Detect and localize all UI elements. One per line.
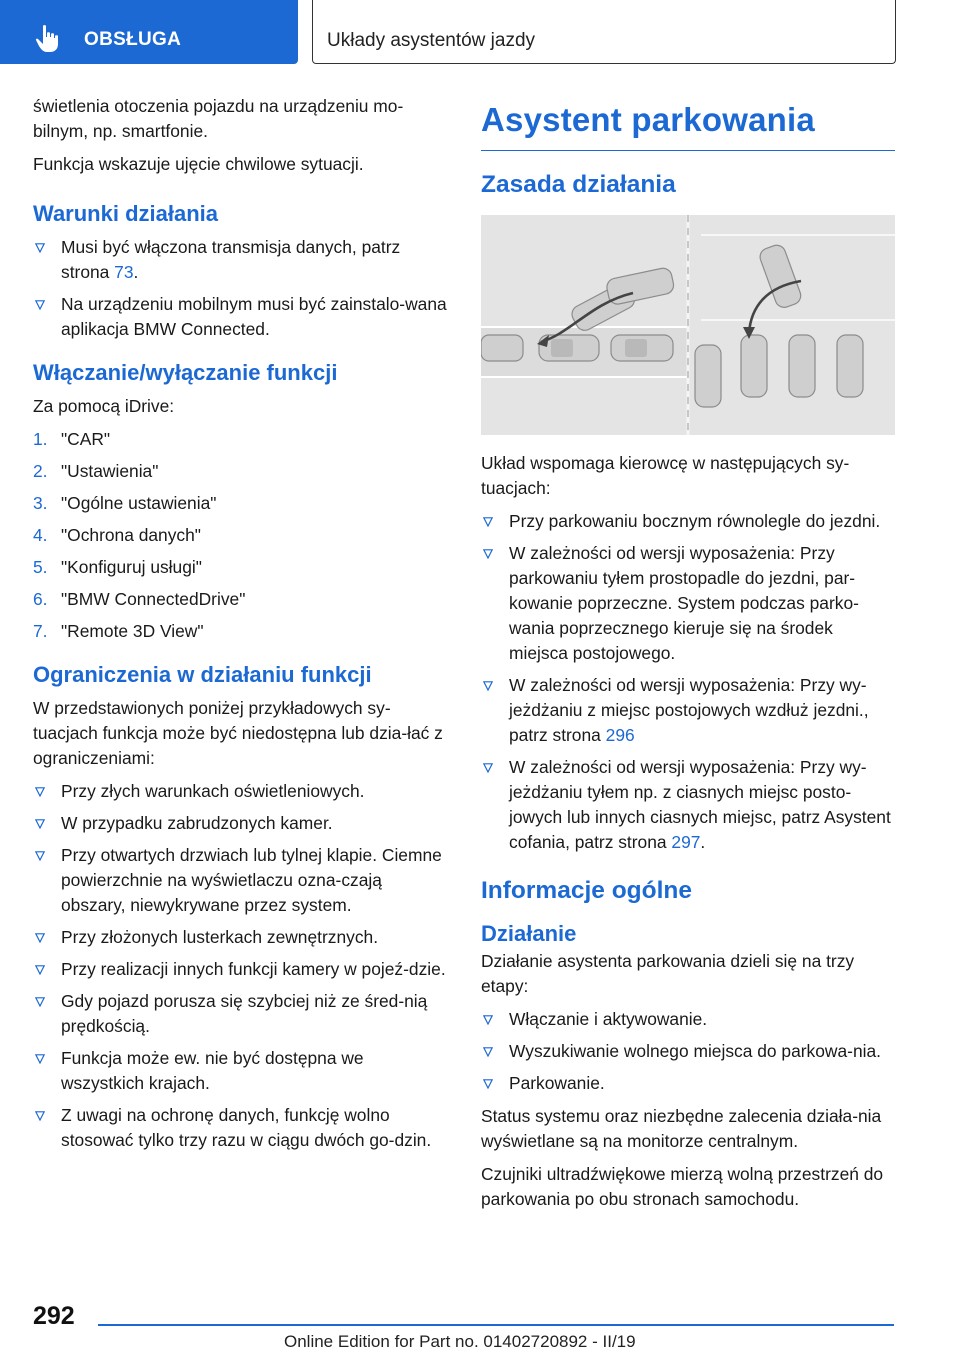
function-intro: Działanie asystenta parkowania dzieli się na trzy etapy: <box>481 951 855 996</box>
footer-divider <box>98 1324 894 1326</box>
hand-pointer-icon <box>34 24 68 54</box>
step-item: 2. "Ustawienia" <box>33 461 159 481</box>
principle-list <box>481 509 895 855</box>
triangle-bullet-icon <box>35 997 45 1007</box>
list-item: Przy złych warunkach oświetleniowych. <box>33 779 447 804</box>
toggle-intro: Za pomocą iDrive: <box>33 396 175 416</box>
triangle-bullet-icon <box>35 243 45 253</box>
step-item: 3. "Ogólne ustawienia" <box>33 493 217 513</box>
step-item: 1. "CAR" <box>33 429 111 449</box>
triangle-bullet-icon <box>35 300 45 310</box>
page-header <box>0 0 960 66</box>
section-heading-function: Działanie <box>481 921 577 946</box>
page-link[interactable]: 296 <box>605 725 635 745</box>
limits-intro: W przedstawionych poniżej przykładowych sy‐tuacjach funkcja może być niedostępna lub dzia‐łać z ograniczeniami: <box>33 698 443 768</box>
chapter-title: Układy asystentów jazdy <box>327 30 536 51</box>
page-link[interactable]: 73 <box>114 262 134 282</box>
parking-diagram <box>481 215 895 435</box>
function-paragraph-2: Czujniki ultradźwiękowe mierzą wolną przestrzeń do parkowania po obu stronach samochodu. <box>481 1164 884 1209</box>
list-item: W przypadku zabrudzonych kamer. <box>33 811 447 836</box>
triangle-bullet-icon <box>483 1015 493 1025</box>
function-paragraph: Status systemu oraz niezbędne zalecenia działa‐nia wyświetlane są na monitorze centralnym. <box>481 1106 882 1151</box>
triangle-bullet-icon <box>35 851 45 861</box>
triangle-bullet-icon <box>35 965 45 975</box>
function-list <box>481 1007 895 1096</box>
triangle-bullet-icon <box>35 933 45 943</box>
page-link[interactable]: 297 <box>671 832 701 852</box>
step-item: 7. "Remote 3D View" <box>33 621 204 641</box>
step-item: 6. "BMW ConnectedDrive" <box>33 589 246 609</box>
chapter-tab <box>312 0 896 64</box>
triangle-bullet-icon <box>483 763 493 773</box>
section-heading-toggle: Włączanie/wyłączanie funkcji <box>33 360 338 385</box>
left-column <box>33 94 447 1161</box>
triangle-bullet-icon <box>483 1079 493 1089</box>
step-item: 4. "Ochrona danych" <box>33 525 201 545</box>
list-item: Przy parkowaniu bocznym równolegle do jezdni. <box>481 509 895 534</box>
list-item: W zależności od wersji wyposażenia: Przy parkowaniu tyłem prostopadle do jezdni, par‐kowanie poprzeczne. System podczas parko‐wania poprzecznego kieruje się na środek miejsca postojowego. <box>481 541 895 666</box>
intro-paragraph: świetlenia otoczenia pojazdu na urządzeniu mo‐bilnym, np. smartfonie. <box>33 96 404 141</box>
page-number: 292 <box>33 1302 75 1330</box>
list-item: Przy złożonych lusterkach zewnętrznych. <box>33 925 447 950</box>
triangle-bullet-icon <box>35 1054 45 1064</box>
section-heading-general: Informacje ogólne <box>481 877 693 904</box>
list-item: Z uwagi na ochronę danych, funkcję wolno stosować tylko trzy razu w ciągu dwóch go‐dzin. <box>33 1103 447 1153</box>
list-item: Przy realizacji innych funkcji kamery w pojeź‐dzie. <box>33 957 447 982</box>
conditions-list <box>33 235 447 342</box>
triangle-bullet-icon <box>35 787 45 797</box>
list-item: Gdy pojazd porusza się szybciej niż ze śred‐nią prędkością. <box>33 989 447 1039</box>
triangle-bullet-icon <box>483 517 493 527</box>
section-label: OBSŁUGA <box>84 29 182 50</box>
list-item: Włączanie i aktywowanie. <box>481 1007 895 1032</box>
section-heading-conditions: Warunki działania <box>33 201 219 226</box>
list-item: Funkcja może ew. nie być dostępna we wszystkich krajach. <box>33 1046 447 1096</box>
list-item: Musi być włączona transmisja danych, patrz strona 73. <box>33 235 447 285</box>
edition-note: Online Edition for Part no. 01402720892 - II/19 <box>284 1332 636 1351</box>
limits-list <box>33 779 447 1153</box>
page-main-title: Asystent parkowania <box>481 100 895 151</box>
section-heading-limits: Ograniczenia w działaniu funkcji <box>33 662 372 687</box>
list-item: Na urządzeniu mobilnym musi być zainstalo‐wana aplikacja BMW Connected. <box>33 292 447 342</box>
triangle-bullet-icon <box>35 1111 45 1121</box>
section-tab[interactable] <box>0 0 298 64</box>
step-item: 5. "Konfiguruj usługi" <box>33 557 202 577</box>
right-column <box>481 100 895 1220</box>
parking-illustration <box>481 215 895 435</box>
list-item: Parkowanie. <box>481 1071 895 1096</box>
triangle-bullet-icon <box>483 681 493 691</box>
list-item: W zależności od wersji wyposażenia: Przy wy‐jeżdżaniu tyłem np. z ciasnych miejsc posto‐jowych lub innych ciasnych miejsc, patrz Asystent cofania, patrz strona 297. <box>481 755 895 855</box>
intro-paragraph-2: Funkcja wskazuje ujęcie chwilowe sytuacji. <box>33 154 364 174</box>
list-item: Przy otwartych drzwiach lub tylnej klapie. Ciemne powierzchnie na wyświetlaczu ozna‐czają obszary, niewykrywane przez system. <box>33 843 447 918</box>
list-item: Wyszukiwanie wolnego miejsca do parkowa‐nia. <box>481 1039 895 1064</box>
triangle-bullet-icon <box>483 549 493 559</box>
triangle-bullet-icon <box>35 819 45 829</box>
steps-list <box>33 427 447 644</box>
triangle-bullet-icon <box>483 1047 493 1057</box>
section-heading-principle: Zasada działania <box>481 171 676 198</box>
principle-intro: Układ wspomaga kierowcę w następujących sy‐tuacjach: <box>481 453 850 498</box>
list-item: W zależności od wersji wyposażenia: Przy wy‐jeżdżaniu z miejsc postojowych wzdłuż jezdni., patrz strona 296 <box>481 673 895 748</box>
